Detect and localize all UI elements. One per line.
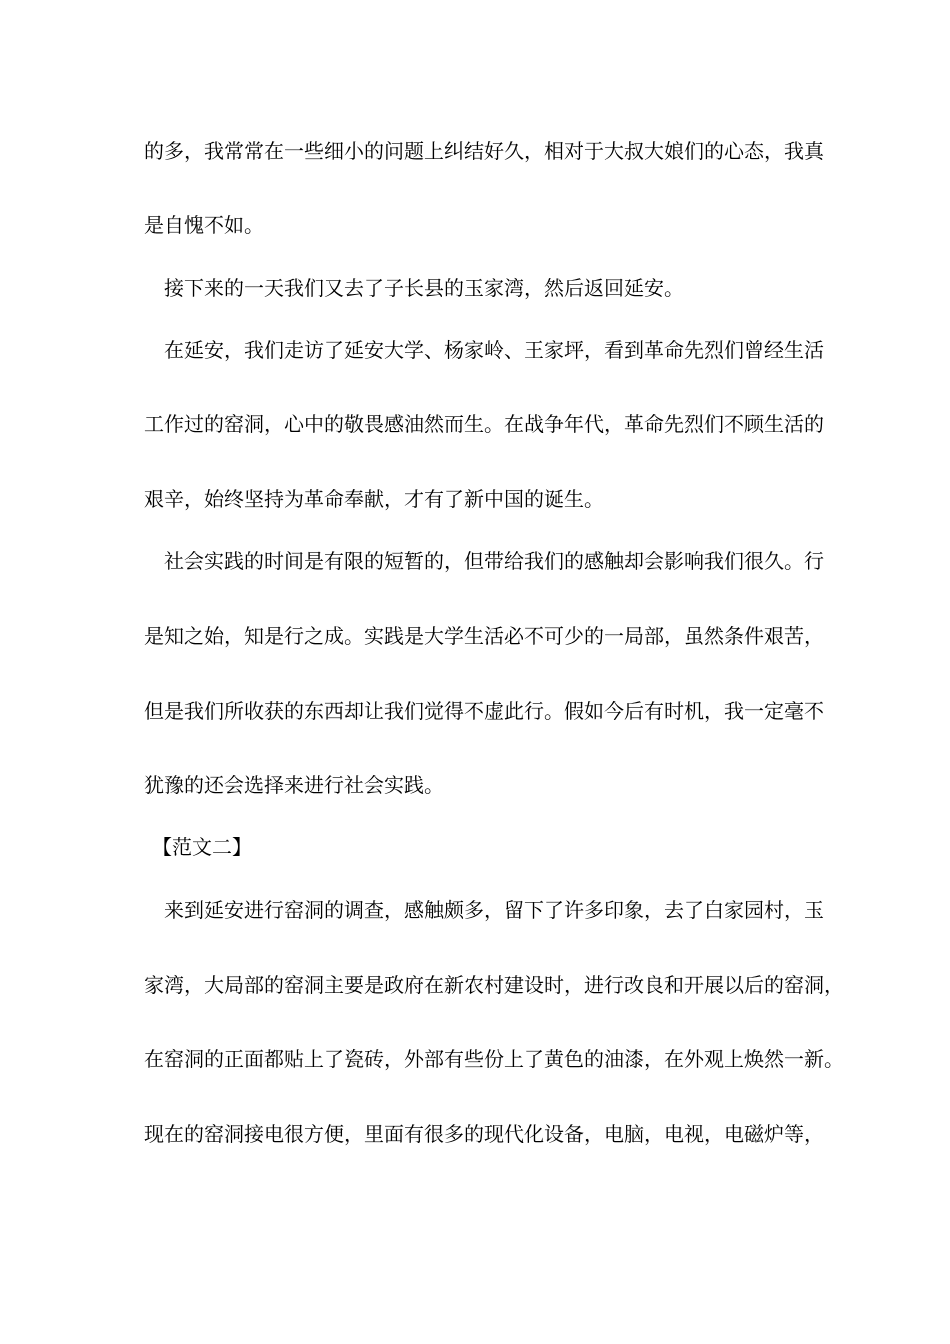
text-line: 现在的窑洞接电很方便，里面有很多的现代化设备，电脑，电视，电磁炉等， [144, 1122, 824, 1146]
text-line: 但是我们所收获的东西却让我们觉得不虚此行。假如今后有时机，我一定毫不 [144, 699, 824, 723]
text-line: 家湾，大局部的窑洞主要是政府在新农村建设时，进行改良和开展以后的窑洞， [144, 973, 844, 997]
text-line: 的多，我常常在一些细小的问题上纠结好久，相对于大叔大娘们的心态，我真 [144, 139, 824, 163]
paragraph-start-line: 接下来的一天我们又去了子长县的玉家湾，然后返回延安。 [164, 276, 684, 300]
text-line: 工作过的窑洞，心中的敬畏感油然而生。在战争年代，革命先烈们不顾生活的 [144, 412, 824, 436]
text-line: 是自愧不如。 [144, 213, 264, 237]
paragraph-start-line: 在延安，我们走访了延安大学、杨家岭、王家坪，看到革命先烈们曾经生活 [164, 338, 824, 362]
paragraph-start-line: 社会实践的时间是有限的短暂的，但带给我们的感触却会影响我们很久。行 [164, 549, 824, 573]
text-line: 艰辛，始终坚持为革命奉献，才有了新中国的诞生。 [144, 487, 604, 511]
text-line: 是知之始，知是行之成。实践是大学生活必不可少的一局部，虽然条件艰苦， [144, 624, 824, 648]
text-line: 在窑洞的正面都贴上了瓷砖，外部有些份上了黄色的油漆，在外观上焕然一新。 [144, 1047, 844, 1071]
section-heading: 【范文二】 [152, 835, 252, 859]
text-line: 犹豫的还会选择来进行社会实践。 [144, 773, 444, 797]
paragraph-start-line: 来到延安进行窑洞的调查，感触颇多，留下了许多印象，去了白家园村，玉 [164, 898, 824, 922]
